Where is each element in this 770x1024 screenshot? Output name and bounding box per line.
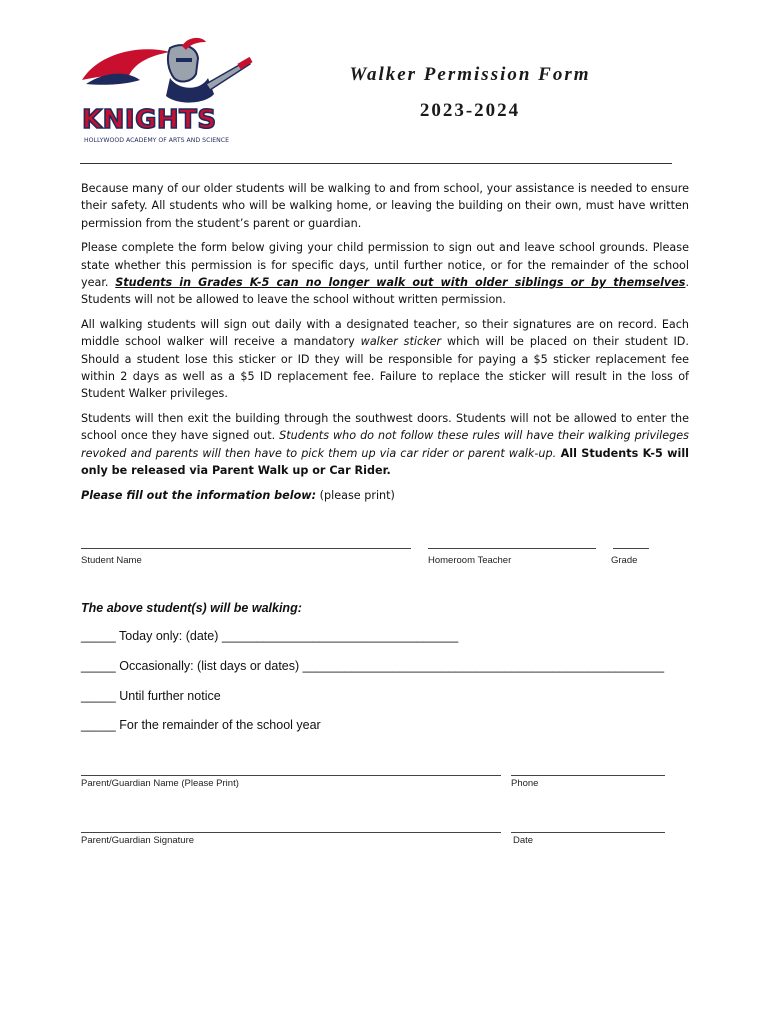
walking-heading: The above student(s) will be walking: bbox=[81, 601, 302, 615]
paragraph-sign-out: All walking students will sign out daily with a designated teacher, so their signatures are on record. Each middle school walker will receive a mandatory walker sticker which will be placed on their student ID. Should a student lose this sticker or ID they will be responsible for paying a $5 sticker replacement fee within 2 days as well as a $5 ID replacement fee. Failure to replace the sticker will result in the loss of Student Walker privileges. bbox=[81, 317, 689, 401]
guardian-name-label: Parent/Guardian Name (Please Print) bbox=[81, 778, 239, 789]
form-title: Walker Permission Form bbox=[349, 64, 591, 85]
logo-wordmark: KNIGHTS bbox=[82, 105, 217, 135]
phone-label: Phone bbox=[511, 778, 539, 789]
guardian-name-field[interactable] bbox=[81, 775, 501, 776]
logo-subtitle: HOLLYWOOD ACADEMY OF ARTS AND SCIENCE bbox=[84, 137, 229, 144]
paragraph-intro: Because many of our older students will be walking to and from school, your assistance is needed to ensure their safety. All students who will be walking home, or leaving the building on their own, must have written permission from the student’s parent or guardian. bbox=[81, 182, 689, 230]
option-remainder-of-year[interactable]: _____ For the remainder of the school year bbox=[81, 718, 321, 732]
phone-field[interactable] bbox=[511, 775, 665, 776]
date-field[interactable] bbox=[511, 832, 665, 833]
form-year: 2023-2024 bbox=[419, 100, 521, 121]
student-name-label: Student Name bbox=[81, 555, 142, 566]
paragraph-permission: Please complete the form below giving your child permission to sign out and leave school grounds. Please state whether this permission is for specific days, until further notice, or for the remainder of the school year. Students in Grades K-5 can no longer walk out with older siblings or by themselves. Students will not be allowed to leave the school without written permission. bbox=[81, 241, 689, 307]
paragraph-exit: Students will then exit the building through the southwest doors. Students will not be allowed to enter the school once they have signed out. Students who do not follow these rules will have their walking privileges revoked and parents will then have to pick them up via car rider or parent walk-up. All Students K-5 will only be released via Parent Walk up or Car Rider. bbox=[81, 411, 689, 478]
date-label: Date bbox=[513, 835, 534, 846]
knight-mascot-icon bbox=[78, 34, 258, 146]
header-divider bbox=[80, 163, 672, 164]
paragraph-fill-prompt: Please fill out the information below: (please print) bbox=[81, 488, 395, 502]
student-name-field[interactable] bbox=[81, 548, 411, 549]
option-until-further-notice[interactable]: _____ Until further notice bbox=[81, 689, 221, 703]
homeroom-teacher-label: Homeroom Teacher bbox=[428, 555, 512, 566]
grade-field[interactable] bbox=[613, 548, 649, 549]
homeroom-teacher-field[interactable] bbox=[428, 548, 596, 549]
school-logo bbox=[78, 34, 258, 146]
guardian-signature-field[interactable] bbox=[81, 832, 501, 833]
guardian-signature-label: Parent/Guardian Signature bbox=[81, 835, 195, 846]
option-today-only[interactable]: _____ Today only: (date) __________________________________ bbox=[81, 629, 459, 643]
option-occasionally[interactable]: _____ Occasionally: (list days or dates) ____________________________________________________ bbox=[81, 659, 665, 673]
instructions bbox=[81, 180, 689, 511]
grade-label: Grade bbox=[611, 555, 638, 566]
